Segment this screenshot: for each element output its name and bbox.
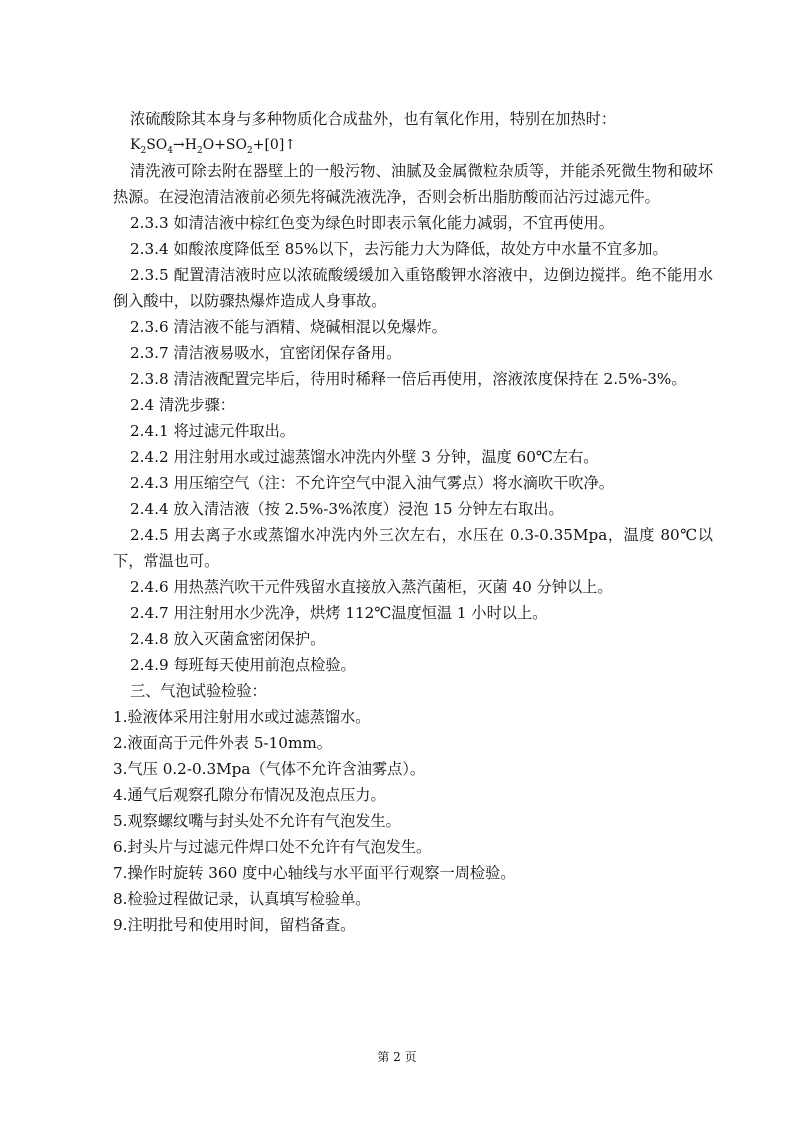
clause-2-3-5: 2.3.5 配置清洁液时应以浓硫酸缓缓加入重铬酸钾水溶液中，边倒边搅拌。绝不能用水倒入酸中，以防骤热爆炸造成人身事故。 [113,266,713,310]
list-item-4: 4.通气后观察孔隙分布情况及泡点压力。 [113,786,386,804]
paragraph-cleaning-solution: 清洗液可除去附在器壁上的一般污物、油腻及金属微粒杂质等，并能杀死微生物和破坏热源。在浸泡清洁液前必须先将碱洗液洗净，否则会析出脂肪酸而沾污过滤元件。 [113,162,713,206]
chemical-formula: $K_2SO_4\to H_2O+SO_2+[0]↑$ [130,137,297,156]
clause-2-3-8: 2.3.8 清洁液配置完毕后，待用时稀释一倍后再使用，溶液浓度保持在 2.5%-3%。 [130,370,687,388]
clause-2-3-7: 2.3.7 清洁液易吸水，宜密闭保存备用。 [130,344,402,362]
list-item-9: 9.注明批号和使用时间，留档备查。 [113,916,356,934]
clause-2-3-4: 2.3.4 如酸浓度降低至 85%以下，去污能力大为降低，故处方中水量不宜多加。 [130,240,668,258]
clause-2-4-1: 2.4.1 将过滤元件取出。 [130,422,295,440]
clause-2-4-8: 2.4.8 放入灭菌盒密闭保护。 [130,630,326,648]
clause-2-4-3: 2.4.3 用压缩空气（注：不允许空气中混入油气雾点）将水滴吹干吹净。 [130,474,614,492]
clause-2-4-7: 2.4.7 用注射用水少洗净，烘烤 112℃温度恒温 1 小时以上。 [130,604,548,622]
list-item-5: 5.观察螺纹嘴与封头处不允许有气泡发生。 [113,812,401,830]
clause-2-4-4: 2.4.4 放入清洁液（按 2.5%-3%浓度）浸泡 15 分钟左右取出。 [130,500,564,518]
list-item-1: 1.验液体采用注射用水或过滤蒸馏水。 [113,708,371,726]
section-3-heading: 三、气泡试验检验： [130,682,267,700]
paragraph-sulfuric-acid: 浓硫酸除其本身与多种物质化合成盐外，也有氧化作用，特别在加热时： [130,110,616,128]
clause-2-4-2: 2.4.2 用注射用水或过滤蒸馏水冲洗内外壁 3 分钟，温度 60℃左右。 [130,448,599,466]
clause-2-3-6: 2.3.6 清洁液不能与酒精、烧碱相混以免爆炸。 [130,318,447,336]
clause-2-4-9: 2.4.9 每班每天使用前泡点检验。 [130,656,356,674]
clause-2-3-3: 2.3.3 如清洁液中棕红色变为绿色时即表示氧化能力减弱，不宜再使用。 [130,214,614,232]
list-item-6: 6.封头片与过滤元件焊口处不允许有气泡发生。 [113,838,432,856]
clause-2-4-6: 2.4.6 用热蒸汽吹干元件残留水直接放入蒸汽菌柜，灭菌 40 分钟以上。 [130,578,613,596]
list-item-3: 3.气压 0.2-0.3Mpa（气体不允许含油雾点）。 [113,760,426,778]
list-item-7: 7.操作时旋转 360 度中心轴线与水平面平行观察一周检验。 [113,864,516,882]
page-number: 第 2 页 [377,1050,417,1064]
clause-2-4-5: 2.4.5 用去离子水或蒸馏水冲洗内外三次左右，水压在 0.3-0.35Mpa，温度 80℃以下，常温也可。 [113,526,713,570]
list-item-8: 8.检验过程做记录，认真填写检验单。 [113,890,371,908]
page-body [113,106,713,938]
list-item-2: 2.液面高于元件外表 5-10mm。 [113,734,332,752]
section-2-4-heading: 2.4 清洗步骤： [130,396,235,414]
